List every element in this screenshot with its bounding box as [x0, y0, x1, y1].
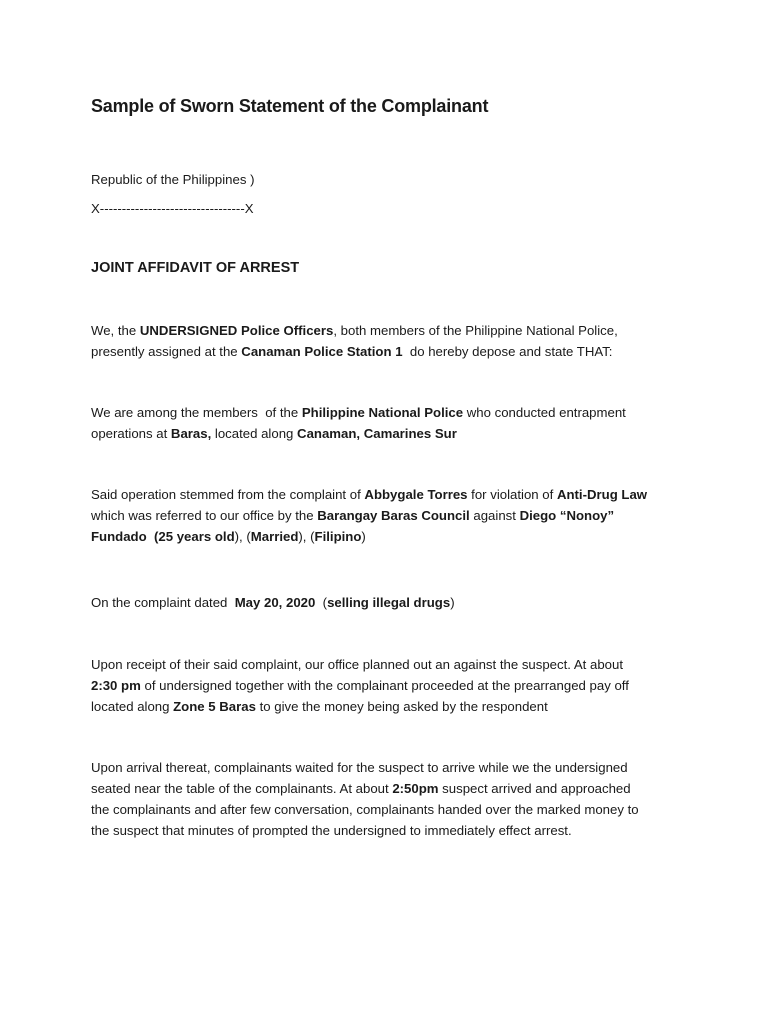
paragraph-line: presently assigned at the Canaman Police Station 1 do hereby depose and state THAT: [91, 344, 613, 359]
paragraph-line: Fundado (25 years old), (Married), (Filipino) [91, 529, 366, 544]
separator-line: X---------------------------------X [91, 201, 254, 216]
paragraph-line: Said operation stemmed from the complaint of Abbygale Torres for violation of Anti-Drug Law [91, 487, 648, 502]
paragraph-line: Upon arrival thereat, complainants waited for the suspect to arrive while we the undersigned [91, 760, 628, 775]
paragraph-line: On the complaint dated May 20, 2020 (selling illegal drugs) [91, 595, 455, 610]
paragraph-line: We, the UNDERSIGNED Police Officers, both members of the Philippine National Police, [91, 323, 618, 338]
document-title: Sample of Sworn Statement of the Complainant [91, 96, 489, 116]
venue-line: Republic of the Philippines ) [91, 172, 255, 187]
paragraph-line: which was referred to our office by the Barangay Baras Council against Diego “Nonoy” [91, 508, 615, 523]
paragraph-line: We are among the members of the Philippine National Police who conducted entrapment [91, 405, 626, 420]
paragraph-line: the suspect that minutes of prompted the undersigned to immediately effect arrest. [91, 823, 572, 838]
paragraph-line: the complainants and after few conversation, complainants handed over the marked money to [91, 802, 639, 817]
paragraph-line: operations at Baras, located along Canaman, Camarines Sur [91, 426, 457, 441]
affidavit-heading: JOINT AFFIDAVIT OF ARREST [91, 260, 300, 276]
paragraph-line: located along Zone 5 Baras to give the money being asked by the respondent [91, 699, 548, 714]
paragraph-line: seated near the table of the complainants. At about 2:50pm suspect arrived and approached [91, 781, 631, 796]
paragraph-line: 2:30 pm of undersigned together with the complainant proceeded at the prearranged pay off [91, 678, 629, 693]
paragraph-line: Upon receipt of their said complaint, our office planned out an against the suspect. At about [91, 657, 623, 672]
